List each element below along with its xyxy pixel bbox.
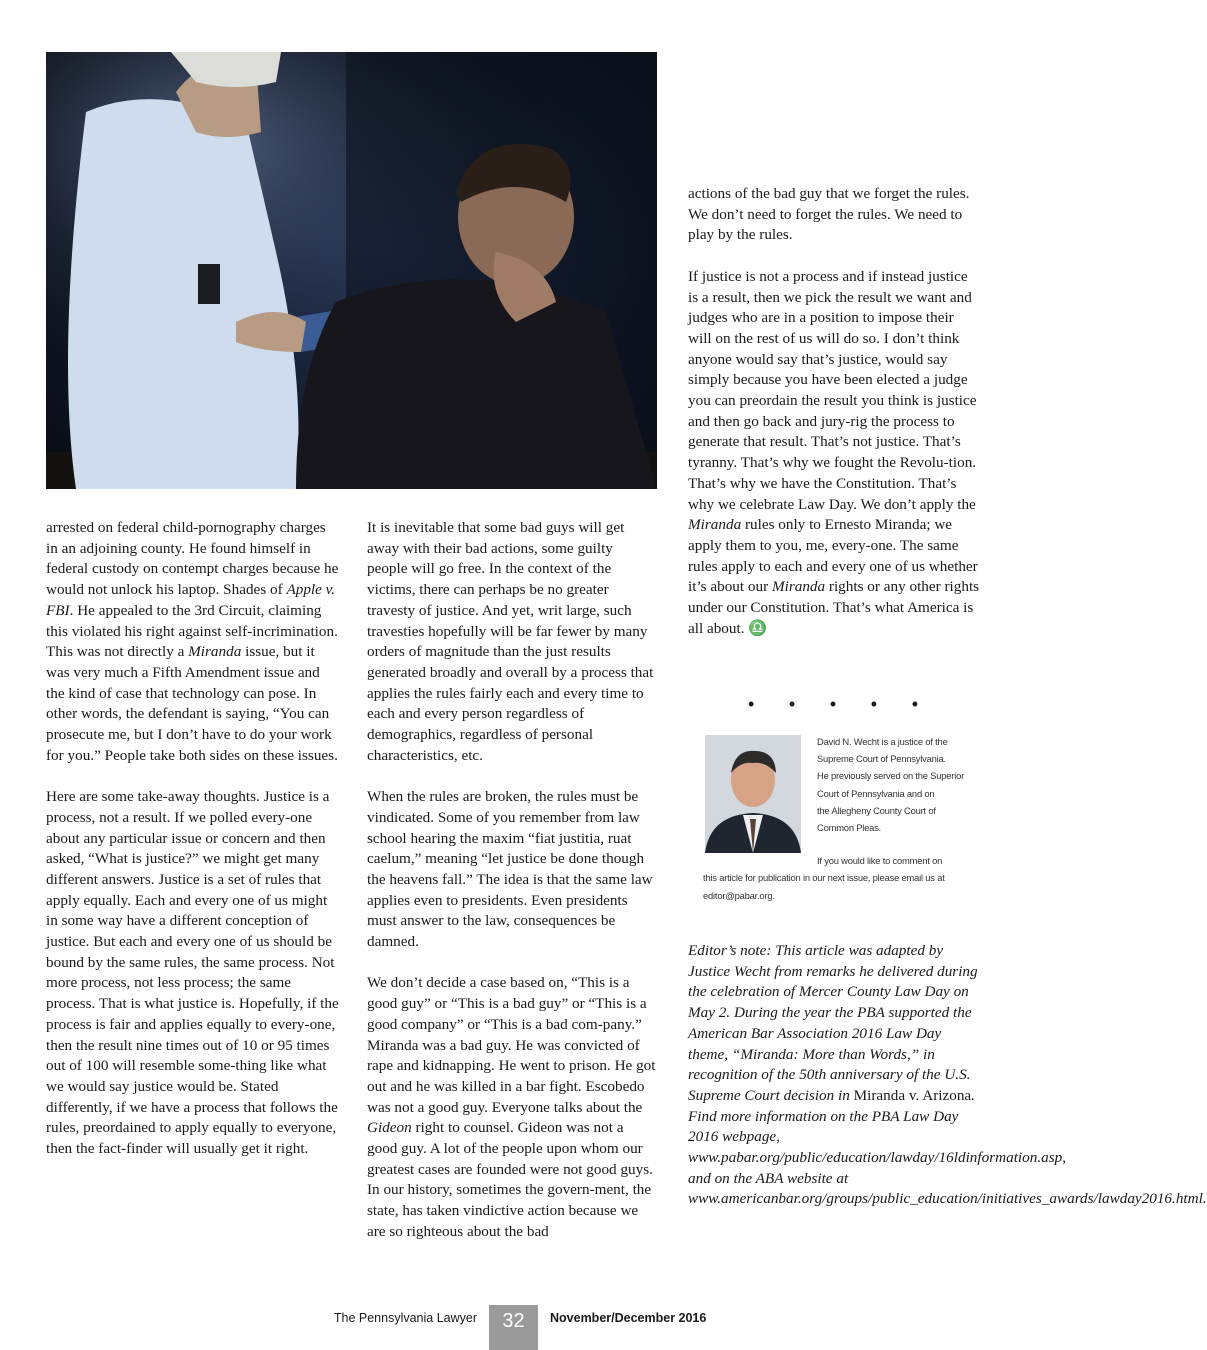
bio-line: He previously served on the Superior xyxy=(817,770,965,782)
column-2 xyxy=(367,518,657,1263)
separator-dot: • xyxy=(870,694,878,714)
separator-dot: • xyxy=(911,694,918,714)
author-photo xyxy=(705,735,801,853)
comment-invitation xyxy=(703,852,963,904)
separator-dot: • xyxy=(829,694,837,714)
col1-paragraph-1: arrested on federal child-pornography charges in an adjoining county. He found himself in federal custody on contempt charges because he would not unlock his laptop. Shades of Apple v. FBI. He appealed to the 3rd Circuit, claiming this violated his right against self-incrimination. This was not directly a Miranda issue, but it was very much a Fifth Amendment issue and the kind of case that technology can pose. In other words, the defendant is saying, “You can prosecute me, but I don’t have to do your work for you.” People take both sides on these issues. xyxy=(46,519,339,764)
col2-paragraph-3: We don’t decide a case based on, “This is a good guy” or “This is a bad guy” or “This is a good company” or “This is a bad com-pany.” Miranda was a bad guy. He was convicted of rape and kidnapping. He went to prison. He got out and he was killed in a bar fight. Escobedo was not a good guy. Everyone talks about the Gideon right to counsel. Gideon was not a good guy. A lot of the people upon whom our greatest cases are founded were not good guys. In our history, sometimes the govern-ment, the state, has taken vindictive action because we are so righteous about the bad xyxy=(367,974,656,1240)
col2-paragraph-1: It is inevitable that some bad guys will get away with their bad actions, some guilty people will go free. In the context of the victims, there can perhaps be no greater travesty of justice. And yet, writ large, such travesties hopefully will be far fewer by many orders of magnitude than the just results generated broadly and overall by a process that applies the rules fairly each and every time to each and every person regardless of demographics, regardless of personal characteristics, etc. xyxy=(367,519,654,764)
page-number: 32 xyxy=(489,1305,538,1350)
separator-dots xyxy=(748,694,918,715)
separator-dot: • xyxy=(748,694,755,714)
bio-line: Supreme Court of Pennsylvania. xyxy=(817,753,946,765)
bio-line: Court of Pennsylvania and on xyxy=(817,787,935,799)
column-1 xyxy=(46,518,341,1180)
end-mark-icon: ♎ xyxy=(748,619,768,637)
footer-issue: November/December 2016 xyxy=(550,1311,707,1325)
col3-paragraph-2: If justice is not a process and if instead justice is a result, then we pick the result we want and judges who are in a position to impose their will on the rest of us will do so. I don’t think anyone would say that’s justice, would say simply because you have been elected a judge you can preordain the result you think is justice and then go back and jury-rig the process to generate that result. That’s not justice. That’s tyranny. That’s why we fought the Revolu-tion. That’s why we have the Constitution. That’s why we celebrate Law Day. We don’t apply the Miranda rules only to Ernesto Miranda; we apply them to you, me, every-one. The same rules apply to each and every one of us whether it’s about our Miranda rights or any other rights under our Constitution. That’s what America is all about. ♎ xyxy=(688,267,980,637)
separator-dot: • xyxy=(788,694,796,714)
comment-line: If you would like to comment on xyxy=(817,855,943,866)
article-photo xyxy=(46,52,657,489)
comment-email-link[interactable]: editor@pabar.org. xyxy=(703,889,775,901)
column-3 xyxy=(688,184,980,660)
page-footer xyxy=(0,1305,1024,1350)
footer-publication: The Pennsylvania Lawyer xyxy=(333,1311,477,1325)
author-portrait-icon xyxy=(705,735,801,853)
comment-line: this article for publication in our next issue, please email us at xyxy=(703,872,945,884)
editors-note: Editor’s note: This article was adapted by Justice Wecht from remarks he delivered during the celebration of Mercer County Law Day on May 2. During the year the PBA supported the American Bar Association 2016 Law Day theme, “Miranda: More than Words,” in recognition of the 50th anniversary of the U.S. Supreme Court decision in Miranda v. Arizona. Find more information on the PBA Law Day 2016 webpage, www.pabar.org/public/education/lawday/16ldinformation.asp, and on the ABA website at www.americanbar.org/groups/public_education/initiatives_awards/lawday2016.html. xyxy=(688,942,1207,1208)
bio-line: Common Pleas. xyxy=(817,822,882,834)
author-bio xyxy=(817,733,977,836)
bio-line: David N. Wecht is a justice of the xyxy=(817,736,948,747)
photo-illustration xyxy=(46,52,657,489)
bio-line: the Allegheny County Court of xyxy=(817,804,936,816)
col1-paragraph-2: Here are some take-away thoughts. Justice is a process, not a result. If we polled every-one about any particular issue or concern and then asked, “What is justice?” we might get many different answers. Justice is a set of rules that apply equally. Each and every one of us might in some way have a different conception of justice. But each and every one of us should be bound by the same rules, the same process. Not more process, not less process; the same process. That is what justice is. Hopefully, if the process is fair and applies equally to every-one, then the result nine times out of 10 or 95 times out of 100 will resemble some-thing like what we would say justice would be. Stated differently, if we have a process that follows the rules, preordained to apply equally to everyone, then the fact-finder will usually get it right. xyxy=(46,788,339,1158)
col3-paragraph-1: actions of the bad guy that we forget the rules. We don’t need to forget the rules. We need to play by the rules. xyxy=(688,185,970,244)
col2-paragraph-2: When the rules are broken, the rules must be vindicated. Some of you remember from law school hearing the maxim “fiat justitia, ruat caelum,” meaning “let justice be done though the heavens fall.” The idea is that the same law applies even to presidents. Even presidents must answer to the law, consequences be damned. xyxy=(367,788,653,951)
